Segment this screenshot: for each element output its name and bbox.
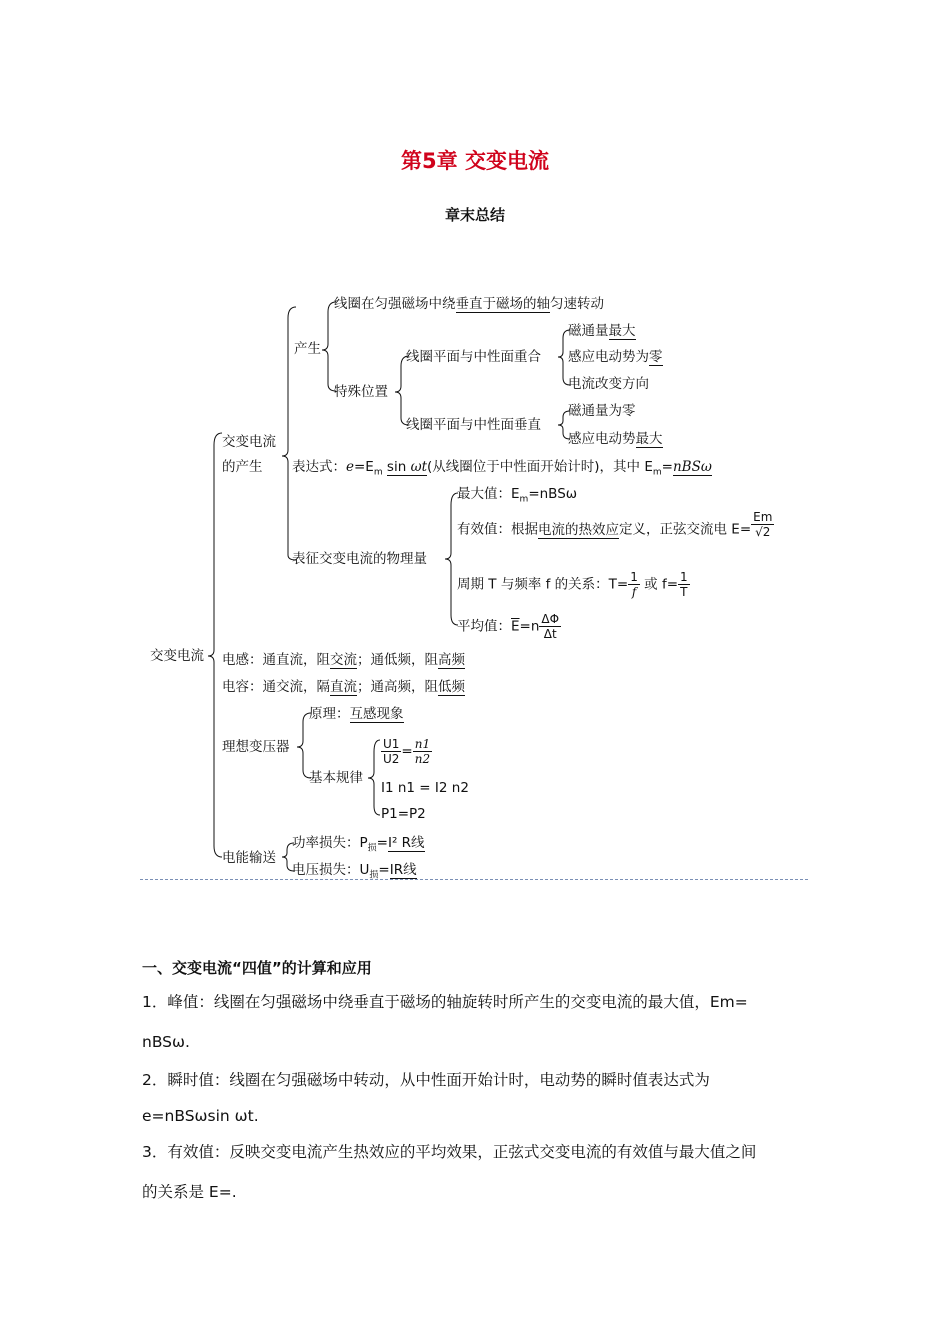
section-heading: 一、交变电流“四值”的计算和应用 [142, 959, 372, 977]
transmission-label: 电能输送 [222, 850, 276, 866]
produce-rule: 线圈在匀强磁场中绕垂直于磁场的轴匀速转动 [334, 296, 604, 312]
transformer-law-current: I1 n1 = I2 n2 [381, 780, 469, 796]
effective-value: 有效值：根据电流的热效应定义，正弦交流电 E= $\frac{Em}{√2}$ [457, 510, 773, 539]
period-frequency: 周期 T 与频率 f 的关系：T= $\frac{1}{f}$ 或 f= $\frac{1}{T}$ [457, 570, 688, 599]
paragraph-1-line-2: nBSω. [142, 1033, 190, 1051]
gen-label-line1: 交变电流 [222, 434, 276, 450]
physical-quantities-label: 表征交变电流的物理量 [292, 551, 427, 567]
law-brace [368, 740, 380, 815]
average-value: 平均值：$\overline{E}=n$ $\frac{\Delta\Phi}{\Delta t}$ [457, 612, 560, 641]
coincide-item-1: 磁通量最大 [568, 323, 636, 339]
voltage-loss: 电压损失：$U_损=IR$线 [292, 862, 417, 881]
paragraph-1-line-1: 1．峰值：线圈在匀强磁场中绕垂直于磁场的轴旋转时所产生的交变电流的最大值，Em= [142, 993, 748, 1011]
special-brace [395, 356, 409, 425]
root-brace [208, 433, 222, 857]
transformer-law-voltage: $\frac{U1}{U2}$ = $\frac{n1}{n2}$ [383, 737, 431, 766]
transformer-law-label: 基本规律 [309, 770, 363, 786]
produce-label: 产生 [294, 341, 321, 357]
gen-label-line2: 的产生 [222, 459, 263, 475]
capacitor-line: 电容：通交流，隔直流；通高频，阻低频 [222, 679, 465, 695]
produce-brace [322, 302, 336, 391]
page-title: 第5章 交变电流 [401, 149, 549, 173]
transformer-law-power: P1=P2 [381, 806, 426, 822]
inductor-line: 电感：通直流，阻交流；通低频，阻高频 [222, 652, 465, 668]
paragraph-3-line-1: 3．有效值：反映交变电流产生热效应的平均效果，正弦式交变电流的有效值与最大值之间 [142, 1143, 757, 1161]
coincide-label: 线圈平面与中性面重合 [406, 349, 541, 365]
expression-line: 表达式：$e=E_m$ sin ωt(从线圈位于中性面开始计时)，其中 $E_m=nBS\omega$ [292, 459, 712, 478]
perp-item-2: 感应电动势最大 [568, 431, 663, 447]
page-subtitle: 章末总结 [444, 206, 505, 224]
special-label: 特殊位置 [334, 384, 388, 400]
coincide-item-3: 电流改变方向 [568, 376, 649, 392]
perp-item-1: 磁通量为零 [568, 403, 636, 419]
max-value: 最大值：$E_m=nBS\omega$ [457, 486, 578, 505]
map-root-label: 交变电流 [150, 648, 204, 664]
paragraph-3-line-2: 的关系是 E=. [142, 1183, 237, 1201]
section-divider [140, 879, 808, 880]
transformer-label: 理想变压器 [222, 739, 290, 755]
paragraph-2-line-1: 2．瞬时值：线圈在匀强磁场中转动，从中性面开始计时，电动势的瞬时值表达式为 [142, 1071, 710, 1089]
coincide-item-2: 感应电动势为零 [568, 349, 663, 365]
power-loss: 功率损失：$P_损=I^2$ R线 [292, 835, 425, 854]
perp-label: 线圈平面与中性面垂直 [406, 417, 541, 433]
paragraph-2-line-2: e=nBSωsin ωt. [142, 1107, 259, 1125]
phys-brace [445, 493, 458, 625]
transformer-principle: 原理：互感现象 [309, 706, 404, 722]
